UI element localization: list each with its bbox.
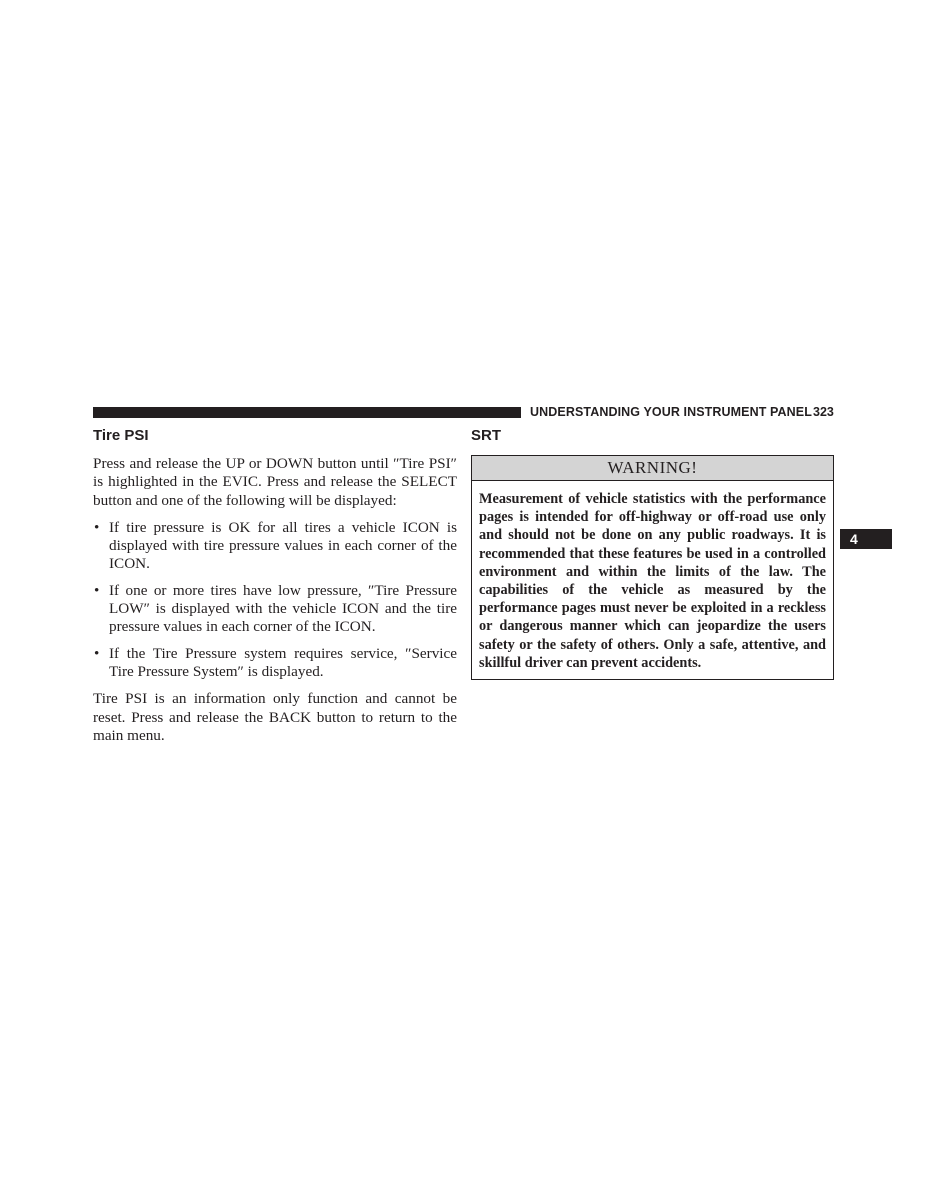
list-item — [93, 519, 457, 574]
intro-paragraph: Press and release the UP or DOWN button until ″Tire PSI″ is highlighted in the EVIC. Press and release the SELECT button and one of the following will be displayed: — [93, 455, 457, 509]
warning-title: WARNING! — [472, 456, 833, 481]
bullet-icon: • — [94, 581, 100, 599]
bullet-icon: • — [94, 644, 100, 662]
left-column — [93, 426, 457, 745]
list-item — [93, 582, 457, 637]
chapter-tab: 4 — [840, 529, 892, 549]
right-column — [471, 426, 834, 680]
bullet-text: If one or more tires have low pressure, ″Tire Pressure LOW″ is displayed with the vehicle ICON and the tire pressure values in each corner of the ICON. — [109, 581, 457, 636]
list-item — [93, 645, 457, 682]
bullet-text: If the Tire Pressure system requires service, ″Service Tire Pressure System″ is displayed. — [109, 644, 457, 680]
bullet-list — [93, 519, 457, 681]
warning-box — [471, 455, 834, 680]
section-heading-tire-psi: Tire PSI — [93, 427, 149, 444]
warning-body: Measurement of vehicle statistics with the performance pages is intended for off-highway or off-road use only and should not be done on any public roadways. It is recommended that these features be used in a controlled environment and within the limits of the law. The capabilities of the vehicle as measured by the performance pages must never be exploited in a reckless or dangerous manner which can jeopardize the users safety or the safety of others. Only a safe, attentive, and skillful driver can prevent accidents. — [479, 491, 826, 671]
closing-paragraph: Tire PSI is an information only function and cannot be reset. Press and release the BACK button to return to the main menu. — [93, 690, 457, 744]
bullet-icon: • — [94, 518, 100, 536]
bullet-text: If tire pressure is OK for all tires a vehicle ICON is displayed with tire pressure values in each corner of the ICON. — [109, 518, 457, 573]
section-heading-srt: SRT — [471, 427, 501, 444]
header-rule — [93, 407, 521, 418]
running-header-title: UNDERSTANDING YOUR INSTRUMENT PANEL — [530, 405, 812, 419]
page-number: 323 — [813, 405, 834, 419]
